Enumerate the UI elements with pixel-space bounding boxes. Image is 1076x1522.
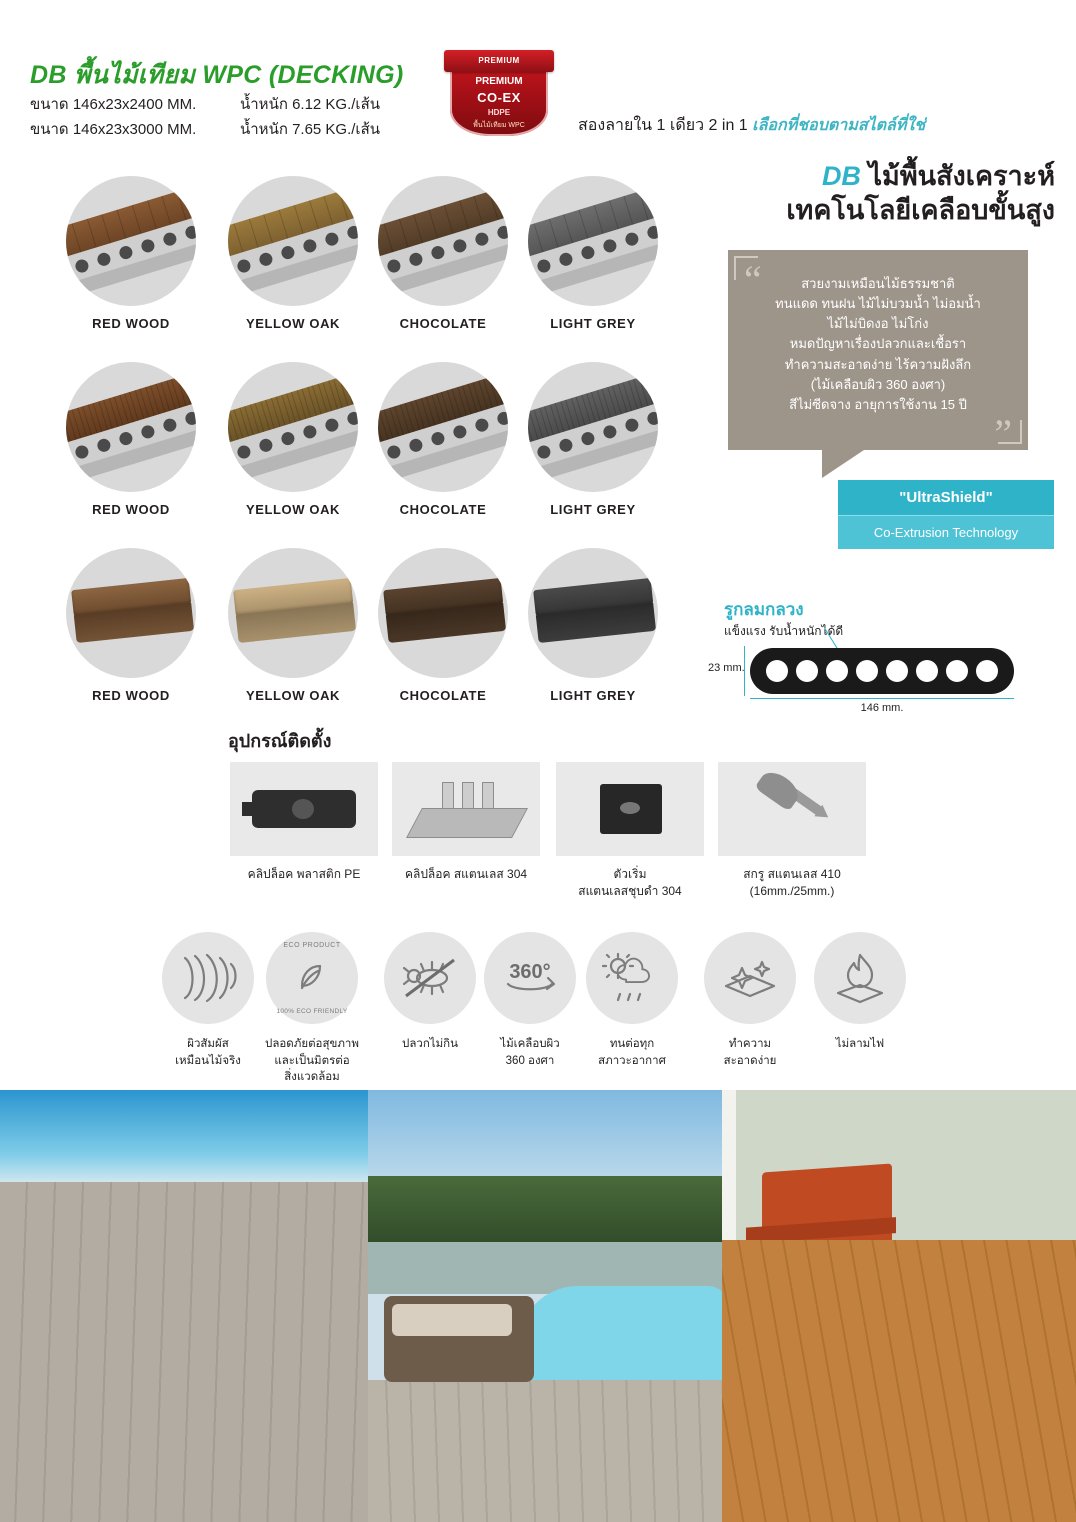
hollow-hole xyxy=(886,660,908,682)
brand-db: DB xyxy=(821,161,861,191)
feature-caption: ทำความ สะอาดง่าย xyxy=(723,1038,777,1067)
swatch-chocolate-1 xyxy=(378,176,508,331)
brand-heading xyxy=(735,160,1055,228)
hollow-hole xyxy=(856,660,878,682)
quote-text xyxy=(742,274,1014,415)
quote-line: สีไม่ซีดจาง อายุการใช้งาน 15 ปี xyxy=(789,396,967,412)
starter-clip-image xyxy=(556,762,704,856)
swatch-label: LIGHT GREY xyxy=(550,316,636,331)
screw-410-image xyxy=(718,762,866,856)
accessory-clip-pe xyxy=(230,762,378,883)
eco-badge-bottom: 100% ECO FRIENDLY xyxy=(276,1008,348,1015)
swatch-image xyxy=(66,548,196,678)
badge-ribbon-label: PREMIUM xyxy=(478,56,520,65)
swatch-label: YELLOW OAK xyxy=(245,688,341,703)
accessory-caption: สกรู สแตนเลส 410 (16mm./25mm.) xyxy=(743,867,841,898)
clip-stainless-304-image xyxy=(392,762,540,856)
swatch-chocolate-2 xyxy=(378,362,508,517)
photo-strip xyxy=(0,1090,1076,1522)
easy-clean-icon xyxy=(704,932,796,1024)
badge-line-3: HDPE xyxy=(487,108,511,117)
tagline-highlight: เลือกที่ชอบตามสไตล์ที่ใช่ xyxy=(752,117,926,134)
hollow-hole xyxy=(766,660,788,682)
swatch-light-grey-1 xyxy=(528,176,658,331)
accessories-title: อุปกรณ์ติดตั้ง xyxy=(228,731,332,751)
swatch-red-wood-3 xyxy=(66,548,196,703)
badge-line-4: พื้นไม้เทียม WPC xyxy=(473,122,525,129)
swatch-label: YELLOW OAK xyxy=(245,316,341,331)
no-termite-icon xyxy=(384,932,476,1024)
hollow-hole xyxy=(946,660,968,682)
spec-weight-1: น้ำหนัก 6.12 KG./เส้น xyxy=(240,96,380,113)
swatch-image xyxy=(528,176,658,306)
ultrashield-card xyxy=(838,480,1054,549)
swatch-chocolate-3 xyxy=(378,548,508,703)
swatch-image xyxy=(378,176,508,306)
weather-resistant-icon xyxy=(586,932,678,1024)
accessory-clip-stainless-304 xyxy=(392,762,540,883)
swatch-label: CHOCOLATE xyxy=(399,316,487,331)
swatch-label: RED WOOD xyxy=(92,502,170,517)
woodgrain-icon xyxy=(162,932,254,1024)
swatch-light-grey-2 xyxy=(528,362,658,517)
feature-caption: ไม้เคลือบผิว 360 องศา xyxy=(500,1038,560,1067)
quote-line: (ไม้เคลือบผิว 360 องศา) xyxy=(810,376,946,392)
ultrashield-title: "UltraShield" xyxy=(838,480,1054,515)
quote-line: ทำความสะอาดง่าย ไร้ความฝังลึก xyxy=(784,356,972,372)
eco-friendly-icon xyxy=(266,932,358,1024)
hollow-hole xyxy=(976,660,998,682)
tagline xyxy=(578,113,925,138)
swatch-image xyxy=(228,548,358,678)
swatch-image xyxy=(228,362,358,492)
hollow-hole xyxy=(916,660,938,682)
swatch-image xyxy=(378,548,508,678)
photo-wooden-chair-deck xyxy=(722,1090,1076,1522)
swatch-label: YELLOW OAK xyxy=(245,502,341,517)
svg-text:360°: 360° xyxy=(509,961,551,983)
swatch-image xyxy=(528,548,658,678)
swatch-red-wood-2 xyxy=(66,362,196,517)
quote-close-icon: ” xyxy=(994,411,1012,456)
feature-eco-friendly xyxy=(252,932,372,1086)
fire-retardant-icon xyxy=(814,932,906,1024)
swatch-image xyxy=(66,362,196,492)
quote-open-icon: “ xyxy=(744,257,762,302)
feature-caption: ปลวกไม่กิน xyxy=(402,1038,458,1050)
hollow-title: รูกลมกลวง xyxy=(724,600,804,619)
feature-fire-retardant xyxy=(800,932,920,1053)
spec-size-2: ขนาด 146x23x3000 MM. xyxy=(30,121,197,138)
width-tick xyxy=(750,698,1014,699)
quote-line: ไม้ไม่บิดงอ ไม่โก่ง xyxy=(827,316,929,332)
photo-poolside-grey-deck xyxy=(0,1090,368,1522)
brand-line-2: เทคโนโลยีเคลือบขั้นสูง xyxy=(786,194,1055,225)
quote-line: ทนแดด ทนฝน ไม้ไม่บวมน้ำ ไม่อมน้ำ xyxy=(775,296,981,312)
feature-easy-clean xyxy=(690,932,810,1069)
swatch-label: CHOCOLATE xyxy=(399,688,487,703)
swatch-label: LIGHT GREY xyxy=(550,688,636,703)
badge-line-2: CO-EX xyxy=(477,90,521,105)
swatch-image xyxy=(378,362,508,492)
swatch-image xyxy=(66,176,196,306)
quote-bubble-tail xyxy=(822,450,864,478)
swatch-yellow-oak-1 xyxy=(228,176,358,331)
spec-weight-2: น้ำหนัก 7.65 KG./เส้น xyxy=(240,121,380,138)
accessory-starter-clip xyxy=(556,762,704,900)
feature-woodgrain xyxy=(148,932,268,1069)
accessory-caption: ตัวเริ่ม สแตนเลสชุบดำ 304 xyxy=(578,867,682,898)
accessory-caption: คลิปล็อค สแตนเลส 304 xyxy=(404,867,528,881)
ultrashield-subtitle: Co-Extrusion Technology xyxy=(838,515,1054,549)
accessory-screw-410 xyxy=(718,762,866,900)
feature-caption: ปลอดภัยต่อสุขภาพ และเป็นมิตรต่อ สิ่งแวดล้อม xyxy=(265,1038,359,1084)
quote-bubble xyxy=(728,250,1028,456)
eco-badge-top: ECO PRODUCT xyxy=(283,942,341,949)
hollow-subtitle: แข็งแรง รับน้ำหนักได้ดี xyxy=(724,624,844,638)
tagline-plain: สองลายใน 1 เดียว 2 in 1 xyxy=(578,117,748,134)
accessory-caption: คลิปล็อค พลาสติก PE xyxy=(247,867,361,881)
hollow-hole xyxy=(826,660,848,682)
quote-line: สวยงามเหมือนไม้ธรรมชาติ xyxy=(801,276,955,291)
feature-weather-resistant xyxy=(572,932,692,1069)
brand-line-1: ไม้พื้นสังเคราะห์ xyxy=(860,161,1055,191)
feature-caption: ทนต่อทุก สภาวะอากาศ xyxy=(598,1038,666,1067)
swatch-label: CHOCOLATE xyxy=(399,502,487,517)
photo-lakeside-lounge-deck xyxy=(368,1090,722,1522)
hollow-height-label: 23 mm. xyxy=(708,662,745,674)
hollow-hole xyxy=(796,660,818,682)
swatch-label: RED WOOD xyxy=(92,688,170,703)
clip-pe-image xyxy=(230,762,378,856)
hollow-width-label: 146 mm. xyxy=(860,702,904,714)
swatch-red-wood-1 xyxy=(66,176,196,331)
premium-badge xyxy=(444,44,554,140)
badge-line-1: PREMIUM xyxy=(475,76,523,87)
swatch-light-grey-3 xyxy=(528,548,658,703)
swatch-yellow-oak-3 xyxy=(228,548,358,703)
page-title: DB พื้นไม้เทียม WPC (DECKING) xyxy=(30,61,404,89)
swatch-image xyxy=(228,176,358,306)
quote-line: หมดปัญหาเรื่องปลวกและเชื้อรา xyxy=(789,336,967,352)
swatch-yellow-oak-2 xyxy=(228,362,358,517)
hollow-profile-diagram xyxy=(750,648,1014,694)
spec-size-1: ขนาด 146x23x2400 MM. xyxy=(30,96,197,113)
swatch-label: RED WOOD xyxy=(92,316,170,331)
feature-caption: ไม่ลามไฟ xyxy=(835,1038,885,1050)
feature-caption: ผิวสัมผัส เหมือนไม้จริง xyxy=(175,1038,241,1067)
swatch-label: LIGHT GREY xyxy=(550,502,636,517)
swatch-image xyxy=(528,362,658,492)
360-coating-icon xyxy=(484,932,576,1024)
